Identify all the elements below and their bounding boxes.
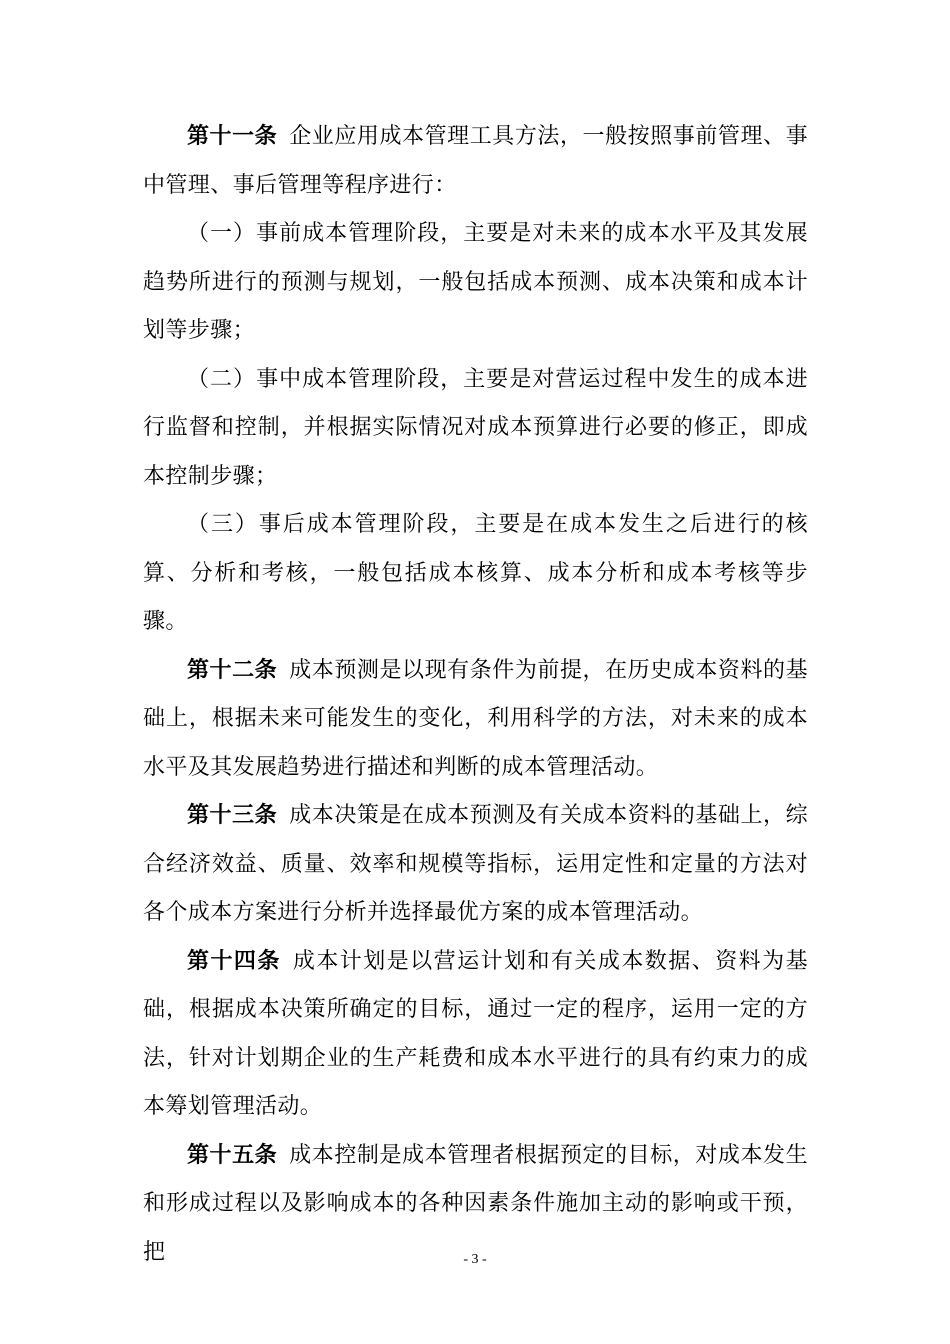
paragraph-item-3: [143, 501, 808, 647]
paragraph-article-11: [143, 113, 808, 210]
paragraph-text: （二）事中成本管理阶段，主要是对营运过程中发生的成本进行监督和控制，并根据实际情况对成本预算进行必要的修正，即成本控制步骤；: [143, 366, 808, 489]
paragraph-article-12: [143, 647, 808, 793]
paragraph-article-13: [143, 792, 808, 938]
paragraph-item-2: [143, 356, 808, 502]
article-number: 第十五条: [187, 1142, 278, 1168]
document-body: [143, 113, 808, 1277]
paragraph-text: 企业应用成本管理工具方法，一般按照事前管理、事中管理、事后管理等程序进行：: [143, 124, 808, 198]
article-number: 第十二条: [187, 657, 278, 683]
paragraph-text: 成本决策是在成本预测及有关成本资料的基础上，综合经济效益、质量、效率和规模等指标，运用定性和定量的方法对各个成本方案进行分析并选择最优方案的成本管理活动。: [143, 803, 808, 925]
paragraph-text: 成本预测是以现有条件为前提，在历史成本资料的基础上，根据未来可能发生的变化，利用科学的方法，对未来的成本水平及其发展趋势进行描述和判断的成本管理活动。: [143, 657, 808, 780]
paragraph-article-14: [143, 938, 808, 1132]
article-number: 第十三条: [187, 803, 278, 828]
article-number: 第十一条: [187, 124, 278, 149]
paragraph-item-1: [143, 210, 808, 356]
paragraph-text: 成本计划是以营运计划和有关成本数据、资料为基础，根据成本决策所确定的目标，通过一定的程序，运用一定的方法，针对计划期企业的生产耗费和成本水平进行的具有约束力的成本筹划管理活动。: [143, 948, 808, 1119]
paragraph-text: 成本控制是成本管理者根据预定的目标，对成本发生和形成过程以及影响成本的各种因素条件施加主动的影响或干预，把: [143, 1142, 808, 1265]
paragraph-text: （三）事后成本管理阶段，主要是在成本发生之后进行的核算、分析和考核，一般包括成本核算、成本分析和成本考核等步骤。: [143, 512, 808, 634]
article-number: 第十四条: [187, 948, 281, 974]
page-number: - 3 -: [463, 1252, 487, 1267]
paragraph-text: （一）事前成本管理阶段，主要是对未来的成本水平及其发展趋势所进行的预测与规划，一般包括成本预测、成本决策和成本计划等步骤；: [143, 221, 808, 343]
